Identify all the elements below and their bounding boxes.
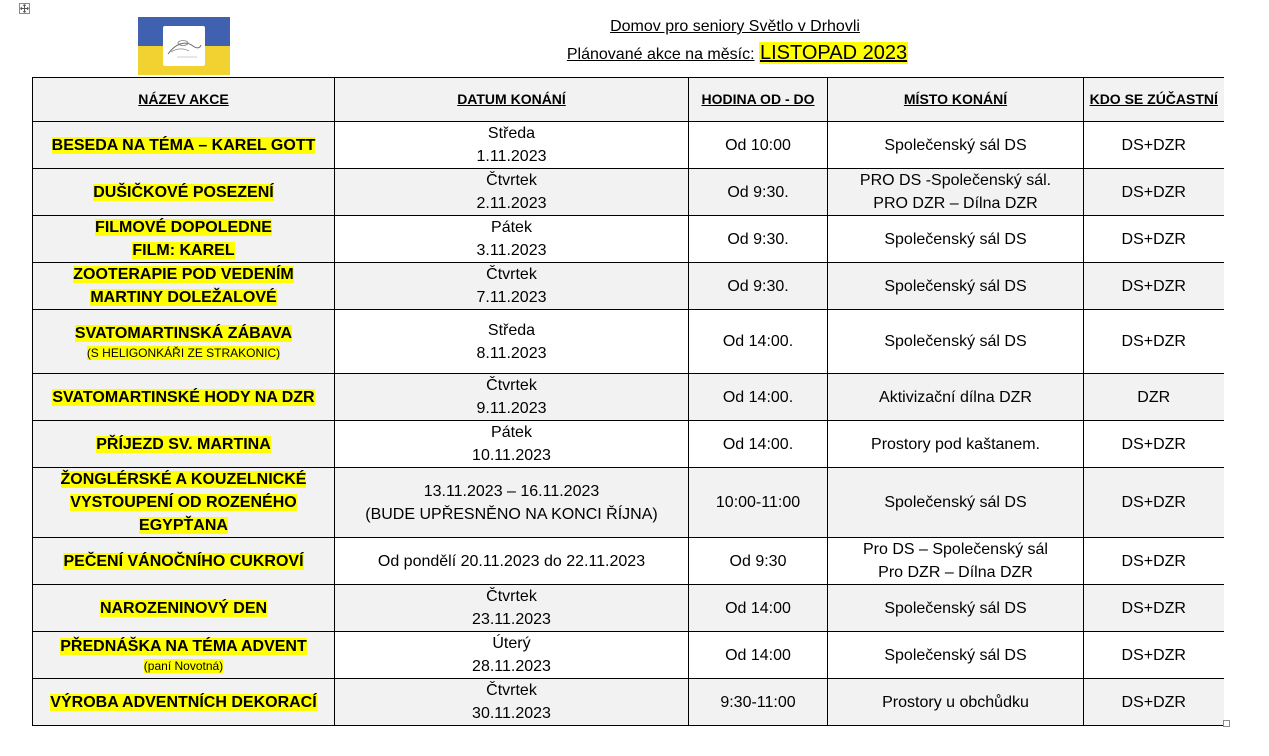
event-name-cell xyxy=(33,263,335,310)
table-row xyxy=(33,421,1224,468)
event-place: Aktivizační dílna DZR xyxy=(879,388,1032,406)
page-subtitle xyxy=(500,40,975,68)
table-row xyxy=(33,310,1224,374)
event-participants: DS+DZR xyxy=(1084,216,1224,263)
event-date: Od pondělí 20.11.2023 do 22.11.2023 xyxy=(377,552,646,570)
event-place-cell xyxy=(828,679,1084,726)
event-name: SVATOMARTINSKÁ ZÁBAVA xyxy=(74,324,293,342)
event-time: Od 9:30. xyxy=(689,169,828,216)
event-date: 3.11.2023 xyxy=(476,242,547,259)
event-date-cell xyxy=(335,468,689,538)
event-date: (BUDE UPŘESNĚNO NA KONCI ŘÍJNA) xyxy=(365,505,658,523)
column-header-date: DATUM KONÁNÍ xyxy=(335,78,689,122)
event-time: Od 9:30. xyxy=(689,263,828,310)
event-place-cell xyxy=(828,310,1084,374)
event-participants: DS+DZR xyxy=(1084,122,1224,169)
logo-icon xyxy=(138,17,230,75)
event-time: Od 14:00. xyxy=(689,421,828,468)
event-date: 2.11.2023 xyxy=(476,195,547,212)
event-name: NAROZENINOVÝ DEN xyxy=(99,599,268,617)
event-place: Společenský sál DS xyxy=(884,277,1027,295)
event-date: 30.11.2023 xyxy=(472,705,551,722)
event-name-cell xyxy=(33,374,335,421)
event-date-cell xyxy=(335,263,689,310)
column-header-place: MÍSTO KONÁNÍ xyxy=(828,78,1084,122)
event-name: PŘEDNÁŠKA NA TÉMA ADVENT xyxy=(60,638,307,655)
event-name: SVATOMARTINSKÉ HODY NA DZR xyxy=(52,388,315,406)
event-name: EGYPŤANA xyxy=(139,517,228,534)
event-place: Společenský sál DS xyxy=(884,333,1027,350)
event-date: 23.11.2023 xyxy=(472,611,551,628)
event-place: Společenský sál DS xyxy=(884,599,1027,617)
event-participants: DZR xyxy=(1084,374,1224,421)
event-date-cell xyxy=(335,585,689,632)
event-name: VÝROBA ADVENTNÍCH DEKORACÍ xyxy=(50,693,317,711)
event-note: (S HELIGONKÁŘI ZE STRAKONIC) xyxy=(86,345,281,360)
event-time: 10:00-11:00 xyxy=(689,468,828,538)
event-date-cell xyxy=(335,122,689,169)
event-name: PŘÍJEZD SV. MARTINA xyxy=(96,435,271,453)
event-weekday: Čtvrtek xyxy=(486,588,537,605)
event-name: PEČENÍ VÁNOČNÍHO CUKROVÍ xyxy=(63,552,304,570)
event-date: 8.11.2023 xyxy=(476,344,547,362)
event-place-cell xyxy=(828,122,1084,169)
event-place-cell xyxy=(828,216,1084,263)
event-weekday: Pátek xyxy=(491,424,532,441)
event-note: (paní Novotná) xyxy=(143,659,224,673)
event-place: PRO DS -Společenský sál. xyxy=(859,172,1052,189)
event-place: Společenský sál DS xyxy=(884,494,1027,511)
event-time: Od 14:00 xyxy=(689,632,828,679)
event-weekday: Středa xyxy=(487,125,536,142)
table-row xyxy=(33,263,1224,310)
event-participants: DS+DZR xyxy=(1084,679,1224,726)
event-participants: DS+DZR xyxy=(1084,538,1224,585)
event-name: DUŠIČKOVÉ POSEZENÍ xyxy=(93,183,274,201)
event-time: Od 14:00 xyxy=(689,585,828,632)
column-header-time: HODINA OD - DO xyxy=(689,78,828,122)
event-weekday: Pátek xyxy=(491,219,532,236)
event-time: Od 9:30 xyxy=(689,538,828,585)
table-header-row xyxy=(33,78,1224,122)
event-place: Pro DZR – Dílna DZR xyxy=(878,564,1033,581)
event-weekday: Čtvrtek xyxy=(486,377,537,394)
month-label: LISTOPAD 2023 xyxy=(760,42,908,64)
event-place-cell xyxy=(828,468,1084,538)
event-date: 9.11.2023 xyxy=(476,400,547,417)
move-handle-icon[interactable] xyxy=(19,3,30,14)
event-participants: DS+DZR xyxy=(1084,169,1224,216)
event-date-cell xyxy=(335,216,689,263)
event-date-cell xyxy=(335,421,689,468)
column-header-participants: KDO SE ZÚČASTNÍ xyxy=(1084,78,1224,122)
event-place: Pro DS – Společenský sál xyxy=(863,541,1048,558)
event-date: 1.11.2023 xyxy=(476,148,547,165)
event-name: FILM: KAREL xyxy=(132,242,235,259)
event-place: Společenský sál DS xyxy=(884,230,1027,248)
column-header-name: NÁZEV AKCE xyxy=(33,78,335,122)
events-table xyxy=(32,77,1224,726)
table-row xyxy=(33,679,1224,726)
event-place-cell xyxy=(828,585,1084,632)
event-place-cell xyxy=(828,374,1084,421)
event-place-cell xyxy=(828,263,1084,310)
event-time: Od 10:00 xyxy=(689,122,828,169)
event-participants: DS+DZR xyxy=(1084,263,1224,310)
event-participants: DS+DZR xyxy=(1084,632,1224,679)
event-date: 28.11.2023 xyxy=(472,658,551,675)
event-date-cell xyxy=(335,632,689,679)
event-name-cell xyxy=(33,538,335,585)
event-name-cell xyxy=(33,216,335,263)
event-name: ŽONGLÉRSKÉ A KOUZELNICKÉ xyxy=(60,471,307,488)
event-name: BESEDA NA TÉMA – KAREL GOTT xyxy=(51,136,316,154)
event-place: Společenský sál DS xyxy=(884,646,1027,664)
event-name: MARTINY DOLEŽALOVÉ xyxy=(90,289,277,306)
event-name-cell xyxy=(33,468,335,538)
event-date-cell xyxy=(335,169,689,216)
table-row xyxy=(33,632,1224,679)
subtitle-label: Plánované akce na měsíc: xyxy=(566,46,755,63)
event-name-cell xyxy=(33,169,335,216)
event-time: Od 14:00. xyxy=(689,310,828,374)
event-place: Společenský sál DS xyxy=(884,136,1027,154)
event-place: Prostory pod kaštanem. xyxy=(871,435,1040,453)
event-participants: DS+DZR xyxy=(1084,585,1224,632)
event-time: Od 9:30. xyxy=(689,216,828,263)
event-name: ZOOTERAPIE POD VEDENÍM xyxy=(73,266,294,283)
event-name-cell xyxy=(33,421,335,468)
event-weekday: Úterý xyxy=(492,635,531,652)
event-weekday: 13.11.2023 – 16.11.2023 xyxy=(423,482,600,500)
event-participants: DS+DZR xyxy=(1084,421,1224,468)
event-place-cell xyxy=(828,632,1084,679)
event-name-cell xyxy=(33,585,335,632)
event-time: 9:30-11:00 xyxy=(689,679,828,726)
event-participants: DS+DZR xyxy=(1084,468,1224,538)
event-weekday: Středa xyxy=(487,321,536,339)
event-time: Od 14:00. xyxy=(689,374,828,421)
event-name: FILMOVÉ DOPOLEDNE xyxy=(95,219,272,236)
table-row xyxy=(33,216,1224,263)
event-participants: DS+DZR xyxy=(1084,310,1224,374)
event-place-cell xyxy=(828,169,1084,216)
event-date-cell xyxy=(335,679,689,726)
event-place: Prostory u obchůdku xyxy=(882,693,1029,711)
event-weekday: Čtvrtek xyxy=(486,172,537,189)
table-row xyxy=(33,538,1224,585)
event-date-cell xyxy=(335,538,689,585)
event-weekday: Čtvrtek xyxy=(486,682,537,699)
event-date-cell xyxy=(335,374,689,421)
event-place-cell xyxy=(828,538,1084,585)
event-date: 10.11.2023 xyxy=(472,447,551,464)
event-place: PRO DZR – Dílna DZR xyxy=(873,195,1038,212)
event-name-cell xyxy=(33,632,335,679)
page-title: Domov pro seniory Světlo v Drhovli xyxy=(610,18,860,35)
event-place-cell xyxy=(828,421,1084,468)
event-name-cell xyxy=(33,310,335,374)
table-row xyxy=(33,468,1224,538)
table-row xyxy=(33,374,1224,421)
event-name: VYSTOUPENÍ OD ROZENÉHO xyxy=(70,494,297,511)
event-weekday: Čtvrtek xyxy=(486,266,537,283)
event-date-cell xyxy=(335,310,689,374)
event-name-cell xyxy=(33,679,335,726)
table-row xyxy=(33,169,1224,216)
table-row xyxy=(33,122,1224,169)
event-date: 7.11.2023 xyxy=(476,289,547,306)
table-row xyxy=(33,585,1224,632)
resize-handle-icon[interactable] xyxy=(1223,720,1230,727)
event-name-cell xyxy=(33,122,335,169)
